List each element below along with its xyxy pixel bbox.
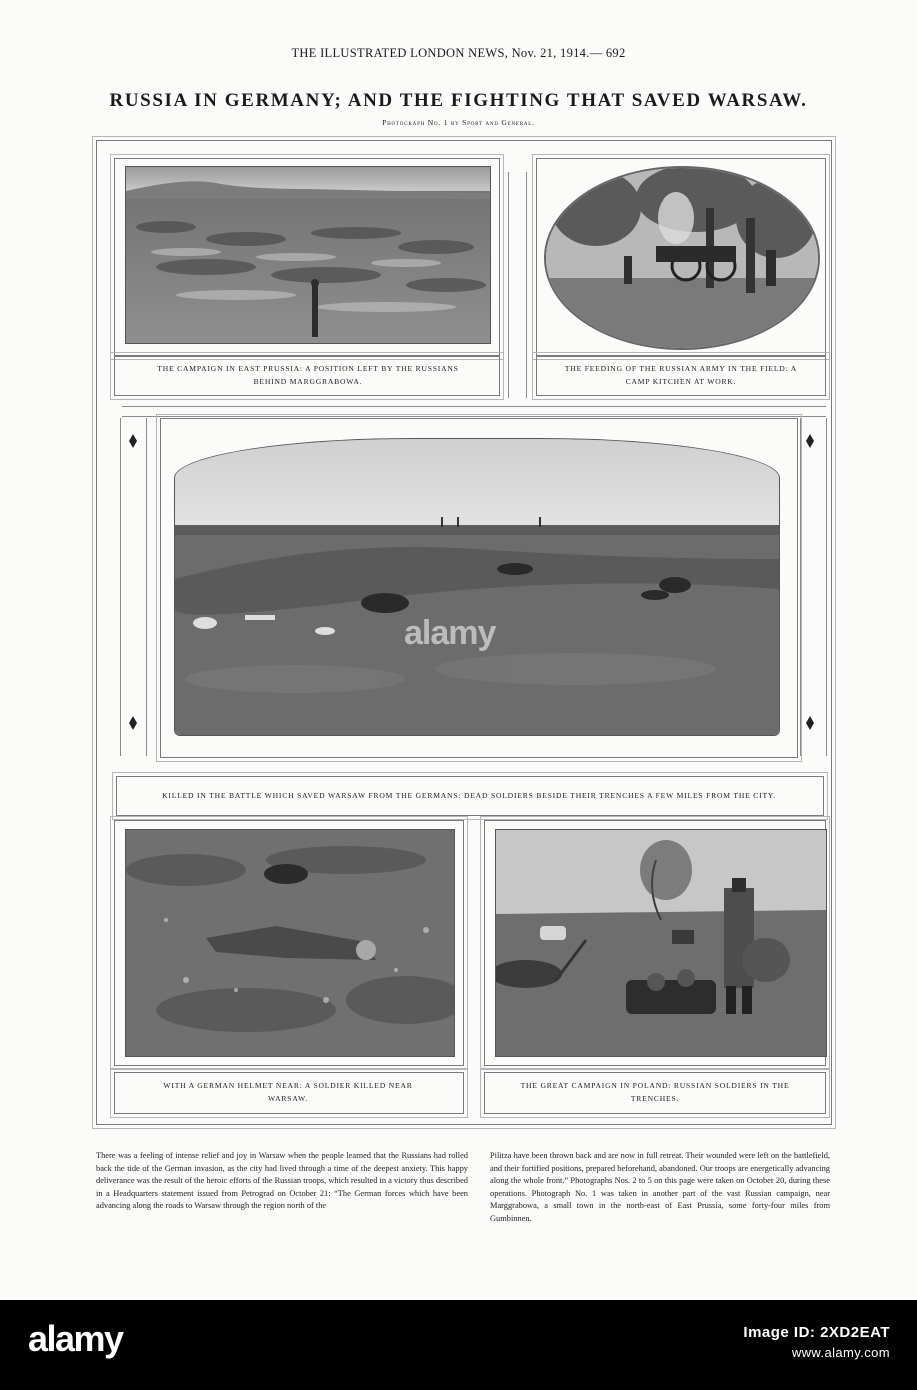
image-id: Image ID: 2XD2EAT (743, 1324, 890, 1341)
diamond-ornament-right-top (806, 434, 814, 448)
headline: RUSSIA IN GERMANY; AND THE FIGHTING THAT SAVED WARSAW. (109, 90, 808, 111)
masthead: THE ILLUSTRATED LONDON NEWS, Nov. 21, 1914.— 692 (291, 46, 626, 60)
photo-soldier-killed (125, 829, 455, 1057)
camp-kitchen-image (546, 168, 818, 348)
site-url[interactable]: www.alamy.com (791, 1345, 890, 1360)
right-side-rule (800, 418, 801, 756)
caption-top-left: THE CAMPAIGN IN EAST PRUSSIA: A POSITION LEFT BY THE RUSSIANS BEHIND MARGGRABOWA. (157, 364, 459, 386)
diamond-ornament-left-top (129, 434, 137, 448)
photo-russian-trenches (495, 829, 827, 1057)
middle-top-rule-2 (122, 416, 826, 417)
photo-credit: Photograph No. 1 by Sport and General. (382, 118, 535, 127)
caption-middle: KILLED IN THE BATTLE WHICH SAVED WARSAW FROM THE GERMANS: DEAD SOLDIERS BESIDE THEIR TRENCHES A FEW MILES FROM THE CITY. (162, 790, 776, 800)
top-divider (508, 172, 509, 398)
photo-east-prussia-position (125, 166, 491, 344)
photo-battle-warsaw (174, 438, 780, 736)
left-side-rule-2 (146, 418, 147, 756)
article-column-2: Pilitza have been thrown back and are now in full retreat. Their wounded were left on the battlefield, and their fortified positions, prepared beforehand, abandoned. Our troops are energetically advancing along the whole front.” Photographs Nos. 2 to 5 on this page were taken on October 20, during these operations. Photograph No. 1 was taken in another part of the vast Russian campaign, near Marggrabowa, a small town in the north-east of East Prussia, some forty-four miles from Gumbinnen. (490, 1151, 830, 1223)
left-side-rule (120, 418, 121, 756)
middle-top-rule (122, 406, 826, 407)
alamy-logo: alamy (28, 1318, 123, 1359)
battlefield-image (175, 439, 779, 735)
photo-camp-kitchen (544, 166, 820, 350)
caption-bottom-left: WITH A GERMAN HELMET NEAR: A SOLDIER KILLED NEAR WARSAW. (163, 1081, 413, 1103)
diamond-ornament-left-bottom (129, 716, 137, 730)
footer-info (540, 1324, 890, 1360)
diamond-ornament-right-bottom (806, 716, 814, 730)
landscape-image (126, 167, 490, 343)
right-side-rule-2 (826, 418, 827, 756)
caption-top-right: THE FEEDING OF THE RUSSIAN ARMY IN THE FIELD: A CAMP KITCHEN AT WORK. (564, 364, 798, 386)
trench-soldiers-image (496, 830, 826, 1056)
watermark: alamy (404, 614, 496, 652)
fallen-soldier-image (126, 830, 454, 1056)
article-column-1: There was a feeling of intense relief and joy in Warsaw when the people learned that the Russians had rolled back the tide of the German invasion, as the city had lived through a time of the deepest anxiety. This happy deliverance was the result of the heroic efforts of the Russian troops, which resulted in a victory thus described in a Headquarters statement issued from Petrograd on October 21: “The German forces which have been advancing along the roads to Warsaw through the region north of the (96, 1151, 468, 1211)
caption-bottom-right: THE GREAT CAMPAIGN IN POLAND: RUSSIAN SOLDIERS IN THE TRENCHES. (520, 1081, 790, 1103)
top-divider-2 (526, 172, 527, 398)
